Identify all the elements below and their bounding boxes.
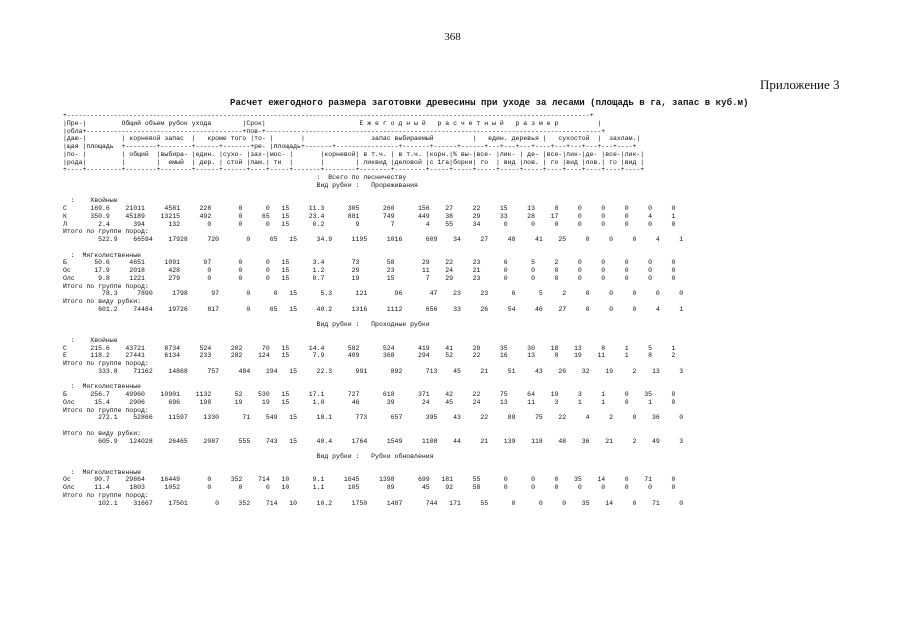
blank-line [63,190,683,198]
table-line: Л 2.4 394 132 0 0 0 15 0.2 9 7 4 55 34 0 0 0 0 0 0 0 0 [63,220,676,228]
table-line: : Мягколиственные [63,468,142,476]
table-line: Вид рубки : Рубки обновления [63,453,434,460]
table-line: Е 118.2 27441 6134 233 282 124 15 7.9 409 368 294 52 22 16 13 8 19 11 1 8 2 [63,352,676,360]
table-line: 272.1 52866 11597 1330 71 549 15 18.1 773 657 395 43 22 88 75 22 4 2 0 36 0 [63,414,684,422]
table-line: |рода| | | емый | дер. | стой |лам.| ти | | | ликвид |деловой |с 1га|борки| го | вид |лов. | го |вид |лов.| го |вид | [63,158,645,166]
table-line: Итого по группе пород: [63,228,149,236]
table-line: С 169.6 21011 4581 228 0 0 15 11.3 305 260 156 27 22 15 13 8 0 0 0 0 0 [63,205,676,212]
table-line: 78.3 7890 1798 97 0 0 15 5.3 121 96 47 23 23 6 5 2 0 0 0 0 0 [63,290,684,298]
table-line: 333.8 71162 14868 757 484 194 15 22.3 991 892 713 45 21 51 43 26 32 19 2 13 3 [63,367,684,375]
table-line: |обла+----------------------------------------+пов-+--------------------------------------------------------------------------------------+ [63,127,606,135]
table-line: Б 50.6 4651 1091 97 0 0 15 3.4 73 58 29 22 23 6 5 2 0 0 0 0 0 [63,259,676,267]
table-line: Б 256.7 49960 10901 1132 52 530 15 17.1 727 618 371 42 22 75 64 19 3 1 0 35 0 [63,391,676,398]
table-line: Итого по виду рубки: [63,429,142,437]
table-line: Итого по группе пород: [63,360,149,367]
table-line: : Хвойные [63,336,118,344]
table-line: 522.9 66594 17928 720 0 65 15 34.9 1195 1016 609 34 27 48 41 25 0 0 0 4 1 [63,236,684,243]
table-line: Итого по виду рубки: [63,298,142,305]
table-line: : Хвойные [63,197,118,205]
harvest-calculation-table [63,112,683,507]
table-line: Олс 11.4 1803 1052 0 0 0 10 1.1 105 89 45 92 58 0 0 0 0 0 0 0 0 [63,484,676,491]
table-line: Итого по группе пород: [63,491,149,499]
table-title: Расчет ежегодного размера заготовки древесины при уходе за лесами (площадь в га, запас в куб.м) [230,97,749,108]
table-line: +----+---------+--------+--------+------+------+----+-----+-------+--------+--------+--------+-----+-----+-----+-----+-----+----+----+----+----+----+ [63,166,645,174]
blank-line [63,445,683,453]
table-line: 601.2 74484 19726 817 0 65 15 40.2 1316 1112 656 33 26 54 46 27 0 0 0 4 1 [63,305,684,313]
table-line: : Мягколиственные [63,251,142,259]
blank-line [63,376,683,384]
table-line: |по- | | общий |выбира- |един. |сухо- |зах-|мос- | |корневой| в т.ч. | в т.ч. |корн.|% вы-|все- |лик- | де- |все-|лик-|де- |все-|лик-| [63,150,645,158]
table-line: : Мягколиственные [63,383,142,391]
blank-line [63,461,683,469]
table-line: Ос 17.9 2018 428 0 0 0 15 1.2 29 23 11 24 21 0 0 0 0 0 0 0 0 [63,267,676,274]
table-line: Итого по группе пород: [63,282,149,290]
table-line: Вид рубки : Прореживания [63,181,418,189]
blank-line [63,329,683,337]
table-line: |Пре-| Общий объем рубок ухода |Срок| Е ж е г о д н ы й р а с ч е т н ы й р а з м е р | [63,119,602,127]
table-line: |даю-| | корневой запас | кроме того |то- | | запас выбираемый | един. деревья | сухостой | захлам.| [63,135,641,143]
table-line: Олс 15.4 2906 696 198 19 19 15 1.0 46 39 24 45 24 13 11 3 1 1 0 1 0 [63,398,676,406]
table-line: К 350.9 45189 13215 492 0 65 15 23.4 881 749 449 38 29 33 28 17 0 0 0 4 1 [63,212,676,220]
table-line: Олс 9.8 1221 279 0 0 0 15 0.7 19 15 7 29 23 0 0 0 0 0 0 0 0 [63,274,676,282]
table-line: Итого по группе пород: [63,406,149,414]
table-line: |щая |площадь +--------+--------+------+-------+ре- |площадь+-------+----------------+-------+------+------+---+---+---+----+---+---+---+---+----+ [63,143,637,150]
blank-line [63,244,683,252]
appendix-label: Приложение 3 [760,77,840,92]
table-line: : Всего по лесничеству [63,174,407,181]
table-line: С 215.6 43721 8734 524 202 70 15 14.4 582 524 419 41 20 35 30 18 13 8 1 5 1 [63,344,676,352]
table-line: 102.1 31667 17501 0 352 714 10 10.2 1750 1487 744 171 55 0 0 0 35 14 0 71 0 [63,499,684,507]
page-number: 368 [444,31,461,43]
table-line: Вид рубки : Проходные рубки [63,321,430,329]
table-line: 605.9 124028 26465 2087 555 743 15 40.4 1764 1549 1108 44 21 139 118 48 36 21 2 49 3 [63,437,684,445]
table-line: +--------------------------------------------------------------------------------------------------------------------------------------+ [63,112,594,119]
table-line: Ос 90.7 29864 16449 0 352 714 10 9.1 1645 1398 699 181 55 0 0 0 35 14 0 71 0 [63,476,676,484]
blank-line [63,422,683,430]
